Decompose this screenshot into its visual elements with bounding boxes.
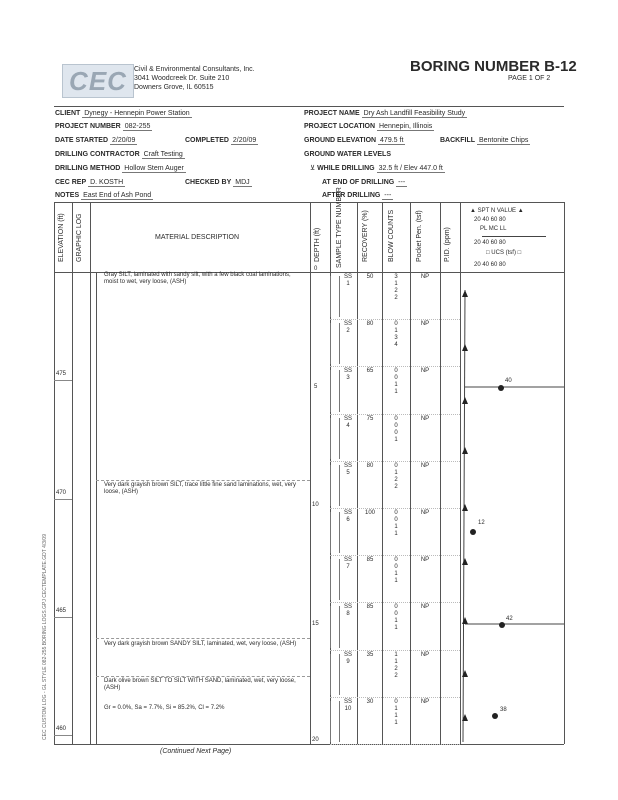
sample-recovery: 80 [366, 462, 374, 469]
backfill-value: Bentonite Chips [478, 137, 529, 144]
sample-recovery: 85 [366, 557, 374, 564]
drilling-contractor-label: DRILLING CONTRACTOR [55, 151, 140, 158]
moisture-point-3 [499, 622, 505, 628]
client-row [55, 110, 192, 118]
project-number-value: 082-255 [124, 123, 151, 130]
depth-20: 20 [312, 737, 319, 743]
sample-id: SS 7 [343, 557, 352, 571]
company-name: Civil & Environmental Consultants, Inc. [134, 66, 255, 73]
moisture-label-1: 40 [505, 378, 512, 384]
project-location-value: Hennepin, Illinois [379, 123, 433, 130]
while-drilling-label: WHILE DRILLING [317, 165, 375, 172]
ground-elevation-row [304, 137, 405, 145]
sample-pocket-pen: NP [420, 557, 430, 564]
sample-divider [330, 414, 460, 415]
sample-recovery: 65 [366, 368, 374, 375]
spt-marker-1 [462, 290, 468, 297]
elevation-header: ELEVATION (ft) [58, 213, 65, 262]
material-description-header: MATERIAL DESCRIPTION [155, 234, 240, 241]
sample-pocket-pen: NP [420, 462, 430, 469]
sample-id: SS 1 [343, 274, 352, 287]
notes-label: NOTES [55, 192, 80, 199]
end-drilling-label: AT END OF DRILLING [322, 179, 395, 186]
company-address-line2: Downers Grove, IL 60515 [134, 84, 214, 91]
moisture-label-2: 12 [478, 520, 485, 526]
page-number: PAGE 1 OF 2 [508, 75, 551, 82]
depth-header: DEPTH (ft) [314, 227, 321, 262]
after-drilling-row [322, 192, 393, 200]
while-drilling-value: 32.5 ft / Elev 447.0 ft [378, 165, 443, 172]
sample-divider [330, 461, 460, 462]
sample-divider [330, 508, 460, 509]
sample-interval-icon [330, 701, 340, 742]
drilling-method-value: Hollow Stem Auger [124, 165, 184, 172]
drilling-method-label: DRILLING METHOD [55, 165, 121, 172]
recovery-header: RECOVERY (%) [362, 210, 369, 262]
completed-row [185, 137, 258, 145]
elevation-475: 475 [56, 371, 67, 377]
checked-by-row [185, 179, 252, 187]
pocket-pen-header: Pocket Pen. (tsf) [416, 210, 423, 262]
blow-counts-header: BLOW COUNTS [388, 209, 395, 262]
end-drilling-value: --- [398, 179, 406, 186]
project-name-label: PROJECT NAME [304, 110, 360, 117]
spt-marker-4 [462, 447, 468, 454]
spt-marker-3 [462, 397, 468, 404]
graphic-log-header: GRAPHIC LOG [76, 213, 83, 262]
cec-rep-label: CEC REP [55, 179, 87, 186]
ground-elevation-value: 479.5 ft [380, 137, 404, 144]
date-started-row [55, 137, 137, 145]
sample-divider [330, 602, 460, 603]
sample-blow-counts: 0 1 1 1 [394, 698, 398, 726]
end-drilling-row [322, 179, 407, 187]
date-started-label: DATE STARTED [55, 137, 109, 144]
sample-interval-icon [330, 465, 340, 506]
project-name-value: Dry Ash Landfill Feasibility Study [363, 110, 466, 117]
moisture-point-1 [498, 385, 504, 391]
depth-15: 15 [312, 621, 319, 627]
spt-marker-2 [462, 344, 468, 351]
elevation-460: 460 [56, 726, 67, 732]
spt-ticks: 20 40 60 80 [474, 217, 506, 223]
client-value: Dynegy - Hennepin Power Station [84, 110, 190, 117]
sample-blow-counts: 0 0 1 1 [394, 368, 398, 396]
description-3: Very dark grayish brown SANDY SILT, laminated, wet, very loose, (ASH) [104, 641, 297, 647]
sample-pocket-pen: NP [420, 368, 430, 375]
sample-recovery: 100 [364, 510, 375, 516]
depth-10: 10 [312, 502, 319, 508]
sample-recovery: 80 [366, 321, 374, 328]
sample-pocket-pen: NP [420, 321, 430, 328]
elevation-465: 465 [56, 608, 67, 614]
mid-ticks: 20 40 60 80 [474, 240, 506, 246]
sample-divider [330, 319, 460, 320]
client-label: CLIENT [55, 110, 81, 117]
sample-divider [330, 555, 460, 556]
project-number-row [55, 123, 152, 131]
while-drilling-row [310, 165, 445, 173]
moisture-point-4 [492, 713, 498, 719]
sample-interval-icon [330, 276, 340, 317]
atterberg-label: PL MC LL [480, 226, 507, 232]
checked-by-label: CHECKED BY [185, 179, 232, 186]
sample-id: SS 6 [343, 510, 352, 523]
sample-blow-counts: 0 0 1 1 [394, 604, 398, 632]
sample-blow-counts: 3 1 2 2 [394, 274, 398, 301]
drilling-contractor-row [55, 151, 185, 159]
sample-pocket-pen: NP [420, 415, 430, 422]
sample-id: SS 4 [343, 415, 352, 429]
continued-note: (Continued Next Page) [160, 748, 232, 755]
sample-interval-icon [330, 559, 340, 600]
spt-marker-6 [462, 558, 468, 565]
sample-id: SS 5 [343, 462, 352, 476]
company-address-line1: 3041 Woodcreek Dr. Suite 210 [134, 75, 230, 82]
backfill-row [440, 137, 530, 145]
cec-rep-value: D. KOSTH [90, 179, 124, 186]
ucs-label: □ UCS (tsf) □ [486, 250, 522, 256]
depth-0: 0 [314, 266, 318, 272]
project-number-label: PROJECT NUMBER [55, 123, 121, 130]
pid-header: P.ID. (ppm) [444, 227, 451, 262]
drilling-contractor-value: Craft Testing [143, 151, 183, 158]
completed-label: COMPLETED [185, 137, 229, 144]
sample-interval-icon [330, 370, 340, 411]
sample-recovery: 35 [366, 651, 374, 658]
sample-recovery: 30 [366, 698, 374, 705]
notes-row [55, 192, 153, 200]
spt-title: ▲ SPT N VALUE ▲ [470, 208, 524, 214]
spt-marker-5 [462, 504, 468, 511]
sample-id: SS 9 [343, 651, 352, 665]
sample-divider [330, 697, 460, 698]
checked-by-value: MDJ [235, 179, 250, 186]
company-logo: CEC [62, 64, 134, 98]
water-level-icon: ⊻ [310, 165, 316, 172]
project-name-row [304, 110, 467, 118]
backfill-label: BACKFILL [440, 137, 475, 144]
sample-pocket-pen: NP [420, 651, 430, 658]
sample-blow-counts: 0 1 2 2 [394, 462, 398, 490]
sample-blow-counts: 0 0 1 1 [394, 557, 398, 585]
sample-divider [330, 650, 460, 651]
sample-interval-icon [330, 418, 340, 459]
sample-pocket-pen: NP [420, 274, 430, 280]
description-2: Very dark grayish brown SILT, trace little fine sand laminations, wet, very loose, (ASH) [104, 482, 296, 495]
depth-5: 5 [314, 384, 318, 390]
notes-value: East End of Ash Pond [83, 192, 152, 199]
sample-divider [330, 366, 460, 367]
after-drilling-label: AFTER DRILLING [322, 192, 381, 199]
description-4: Dark olive brown SILT TO SILT WITH SAND, laminated, wet, very loose, (ASH) [104, 678, 296, 691]
after-drilling-value: --- [384, 192, 392, 199]
sample-type-header: SAMPLE TYPE NUMBER [336, 187, 343, 268]
ground-elevation-label: GROUND ELEVATION [304, 137, 377, 144]
sample-id: SS 8 [343, 604, 352, 618]
sample-pocket-pen: NP [420, 510, 430, 516]
moisture-point-2 [470, 529, 476, 535]
sample-id: SS 10 [343, 698, 352, 712]
sample-interval-icon [330, 606, 340, 647]
sample-recovery: 85 [366, 604, 374, 611]
sample-pocket-pen: NP [420, 604, 430, 611]
ucs-ticks: 20 40 60 80 [474, 262, 506, 268]
date-started-value: 2/20/09 [111, 137, 136, 144]
spt-marker-8 [462, 617, 468, 624]
sample-id: SS 3 [343, 368, 352, 382]
sample-blow-counts: 1 1 2 2 [394, 651, 398, 679]
description-5: Gr = 0.0%, Sa = 7.7%, Si = 85.2%, Cl = 7.2% [104, 705, 225, 711]
atterberg-bar [482, 236, 546, 237]
sample-interval-icon [330, 512, 340, 553]
sample-divider [330, 744, 460, 745]
sample-blow-counts: 0 1 3 4 [394, 321, 398, 349]
ground-water-levels-label: GROUND WATER LEVELS [304, 151, 391, 158]
sample-interval-icon [330, 323, 340, 364]
moisture-label-4: 38 [500, 707, 507, 713]
side-file-info: CEC CUSTOM LOG - GL STYLE 082-255 BORING LOGS.GPJ CECTEMPLATE.GDT 4/3/09 [42, 534, 48, 740]
boring-title: BORING NUMBER B-12 [410, 58, 577, 75]
spt-plot [460, 272, 564, 744]
sample-id: SS 2 [343, 321, 352, 335]
drilling-method-row [55, 165, 186, 173]
sample-blow-counts: 0 0 1 1 [394, 510, 398, 537]
sample-interval-icon [330, 654, 340, 695]
sample-recovery: 75 [366, 415, 374, 422]
elevation-470: 470 [56, 490, 67, 496]
project-location-row [304, 123, 434, 131]
moisture-label-3: 42 [506, 616, 513, 622]
project-location-label: PROJECT LOCATION [304, 123, 376, 130]
completed-value: 2/20/09 [232, 137, 257, 144]
sample-blow-counts: 0 0 0 1 [394, 415, 398, 443]
description-1: Gray SILT, laminated with sandy silt, with a few black coal laminations, moist to wet, very loose, (ASH) [104, 272, 291, 285]
sample-recovery: 50 [366, 274, 374, 280]
sample-pocket-pen: NP [420, 698, 430, 705]
cec-rep-row [55, 179, 125, 187]
